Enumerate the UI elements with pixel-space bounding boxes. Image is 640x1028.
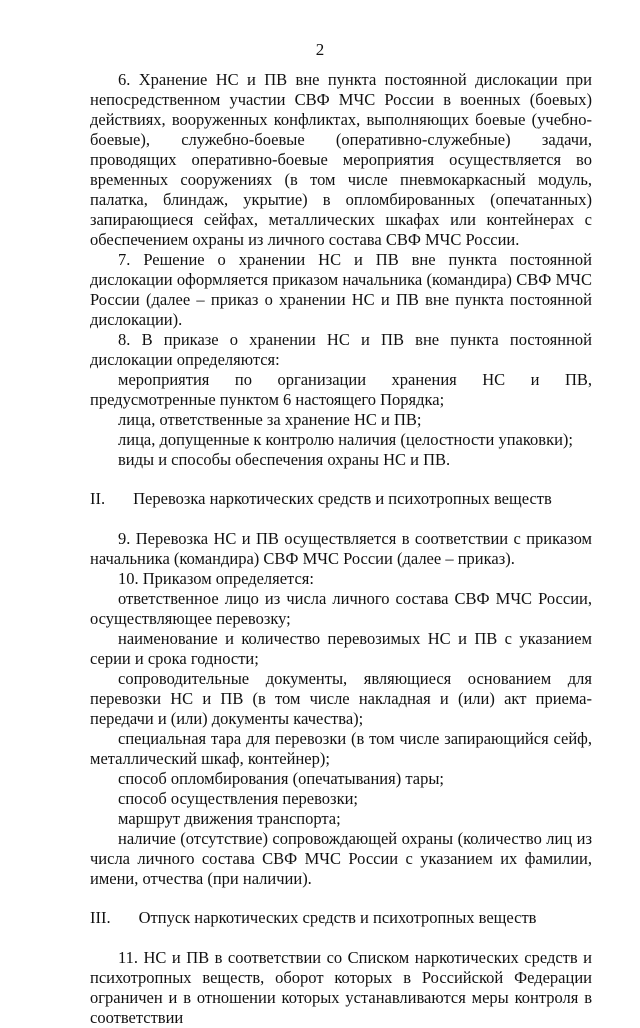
list-item: лица, допущенные к контролю наличия (целостности упаковки); <box>118 430 574 449</box>
list-item: наличие (отсутствие) сопровождающей охраны (количество лиц из числа личного состава СВФ МЧС России с указанием их фамилии, имени, отчества (при наличии). <box>90 829 592 888</box>
list-item: сопроводительные документы, являющиеся основанием для перевозки НС и ПВ (в том числе накладная и (или) акт приема-передачи и (или) документы качества); <box>90 669 592 728</box>
paragraph-10: 10. Приказом определяется: <box>118 569 314 588</box>
paragraph-11: 11. НС и ПВ в соответствии со Списком наркотических средств и психотропных веществ, оборот которых в Российской Федерации ограничен и в отношении которых устанавливаются меры контроля в соответствии <box>90 948 592 1027</box>
section-number: III. <box>90 908 111 927</box>
paragraph-9: 9. Перевозка НС и ПВ осуществляется в соответствии с приказом начальника (командира) СВФ МЧС России (далее – приказ). <box>90 529 592 568</box>
section-heading-3 <box>90 908 592 928</box>
list-item: маршрут движения транспорта; <box>118 809 341 828</box>
paragraph-8: 8. В приказе о хранении НС и ПВ вне пункта постоянной дислокации определяются: <box>90 330 592 369</box>
list-item: ответственное лицо из числа личного состава СВФ МЧС России, осуществляющее перевозку; <box>90 589 592 628</box>
section-number: II. <box>90 489 106 508</box>
paragraph-6: 6. Хранение НС и ПВ вне пункта постоянной дислокации при непосредственном участии СВФ МЧС России в военных (боевых) действиях, вооруженных конфликтах, выполняющих боевые (учебно-боевые), служебно-боевые (оперативно-служебные) задачи, проводящих оперативно-боевые мероприятия осуществляется во временных сооружениях (в том числе пневмокаркасный модуль, палатка, блиндаж, укрытие) в опломбированных (опечатанных) запирающиеся сейфах, металлических шкафах или контейнерах с обеспечением охраны из личного состава СВФ МЧС России. <box>90 70 592 249</box>
list-item: лица, ответственные за хранение НС и ПВ; <box>118 410 422 429</box>
list-item: специальная тара для перевозки (в том числе запирающийся сейф, металлический шкаф, контейнер); <box>90 729 592 768</box>
list-item: способ опломбирования (опечатывания) тары; <box>118 769 444 788</box>
paragraph-7: 7. Решение о хранении НС и ПВ вне пункта постоянной дислокации оформляется приказом начальника (командира) СВФ МЧС России (далее – приказ о хранении НС и ПВ вне пункта постоянной дислокации). <box>90 250 592 329</box>
list-item: наименование и количество перевозимых НС и ПВ с указанием серии и срока годности; <box>90 629 592 668</box>
section-title: Перевозка наркотических средств и психотропных веществ <box>133 489 552 508</box>
page-number: 2 <box>315 40 325 59</box>
document-body <box>90 70 592 1028</box>
section-heading-2 <box>90 489 592 509</box>
list-item: способ осуществления перевозки; <box>118 789 359 808</box>
section-title: Отпуск наркотических средств и психотропных веществ <box>138 908 537 927</box>
list-item: мероприятия по организации хранения НС и ПВ, предусмотренные пунктом 6 настоящего Порядка; <box>90 370 592 409</box>
list-item: виды и способы обеспечения охраны НС и ПВ. <box>118 450 451 469</box>
